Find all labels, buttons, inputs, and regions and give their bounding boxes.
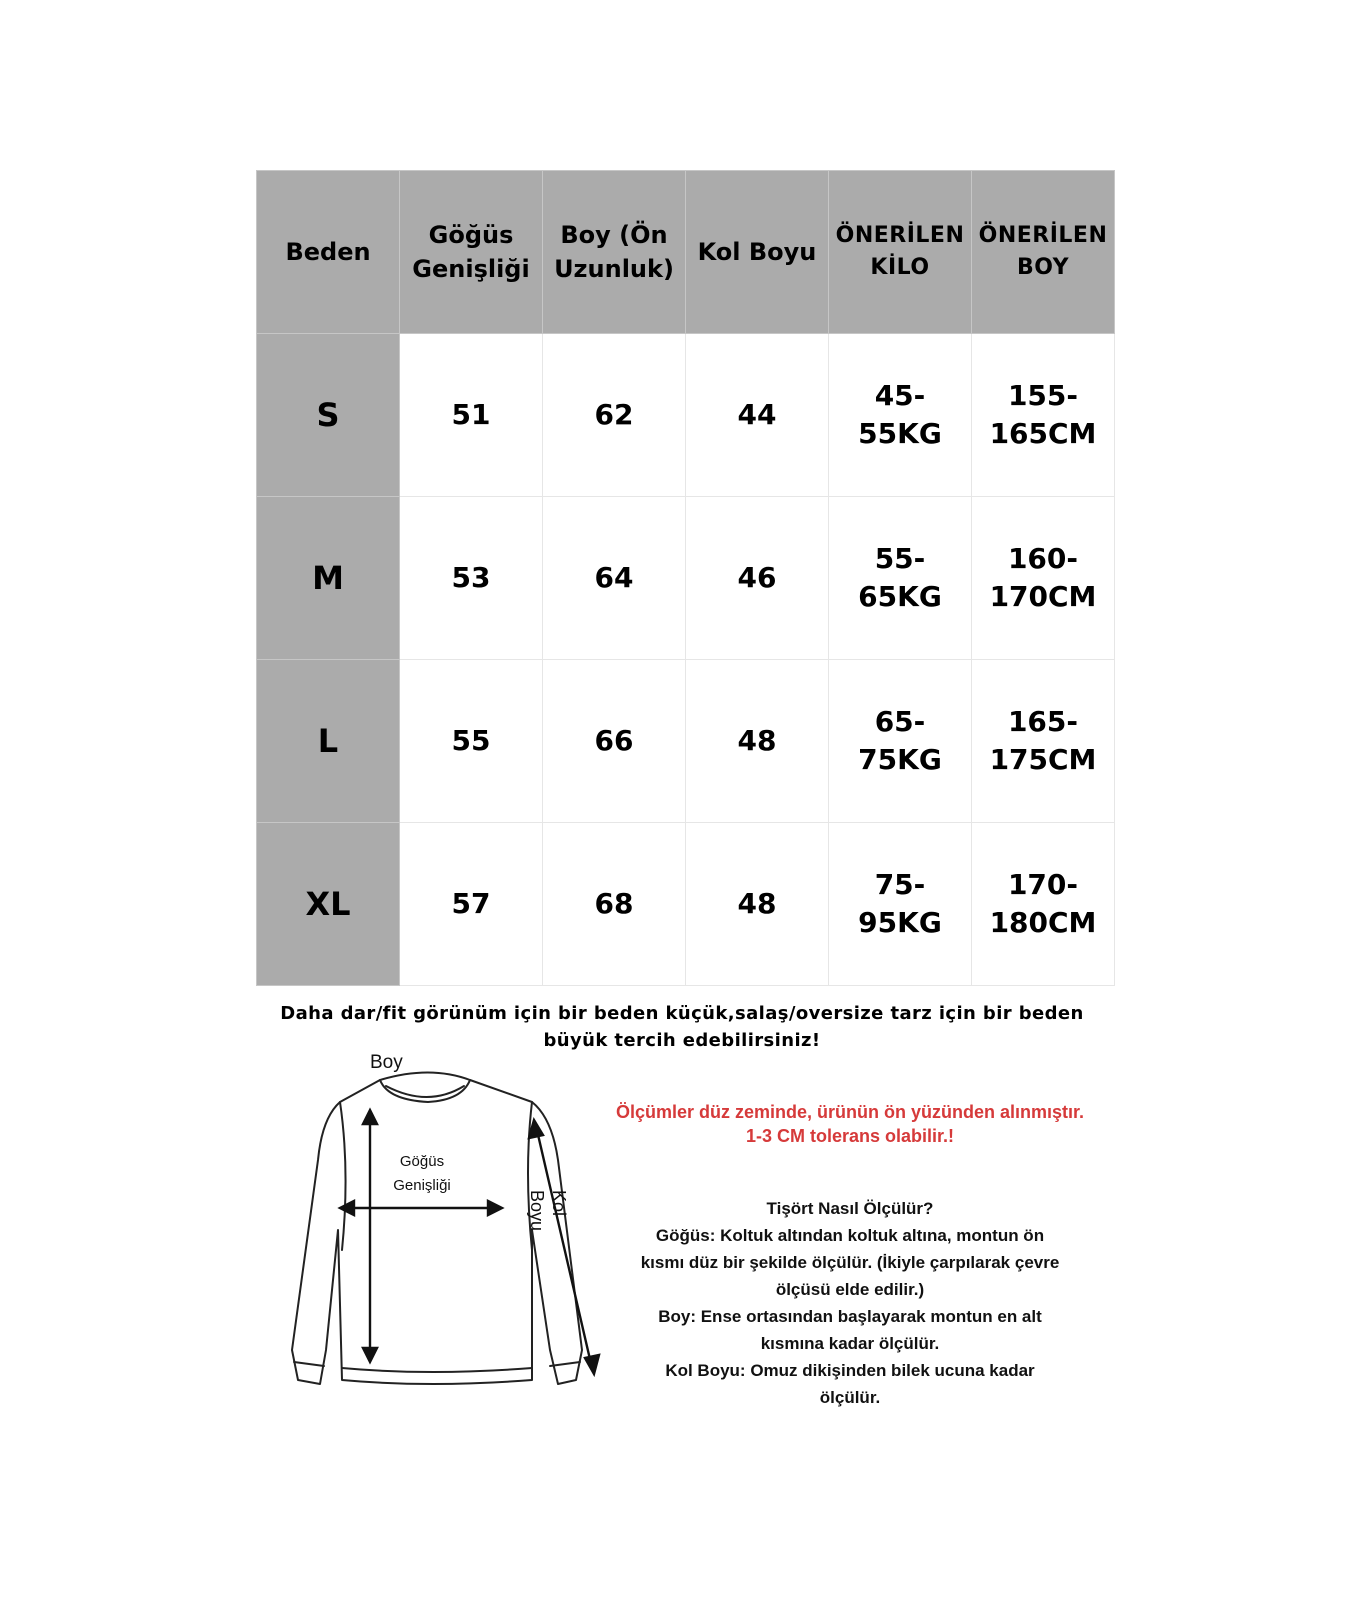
measurement-warning (590, 1100, 1110, 1148)
kol-label-line2: Boyu (527, 1190, 547, 1232)
size-cell: L (257, 660, 400, 823)
kol-label-line1: Kol (549, 1190, 569, 1217)
boy-cell: 66 (543, 660, 686, 823)
size-cell: S (257, 334, 400, 497)
onerilen-boy-cell: 160- 170CM (972, 497, 1115, 660)
gogus-cell: 55 (400, 660, 543, 823)
kol-cell: 46 (686, 497, 829, 660)
kol-cell: 48 (686, 823, 829, 986)
table-row (257, 823, 1115, 986)
table-row (257, 334, 1115, 497)
gogus-cell: 51 (400, 334, 543, 497)
boy-cell: 62 (543, 334, 686, 497)
kilo-cell: 65- 75KG (829, 660, 972, 823)
onerilen-boy-cell: 170- 180CM (972, 823, 1115, 986)
kol-cell: 44 (686, 334, 829, 497)
header-onerilen-kilo: ÖNERİLEN KİLO (829, 171, 972, 334)
gogus-cell: 57 (400, 823, 543, 986)
gogus-label: Göğüs Genişliği (393, 1153, 451, 1194)
size-advice-note: Daha dar/fit görünüm için bir beden küçük,salaş/oversize tarz için bir beden büyük tercih edebilirsiniz! (280, 1003, 1084, 1051)
table-header-row (257, 171, 1115, 334)
kilo-cell: 55- 65KG (829, 497, 972, 660)
onerilen-boy-cell: 165- 175CM (972, 660, 1115, 823)
size-cell: M (257, 497, 400, 660)
how-to-measure (640, 1195, 1060, 1411)
boy-cell: 64 (543, 497, 686, 660)
measurement-warning-line2: 1-3 CM tolerans olabilir.! (745, 1126, 955, 1146)
how-to-gogus: Göğüs: Koltuk altından koltuk altına, montun ön kısmı düz bir şekilde ölçülür. (İkiyle çarpılarak çevre ölçüsü elde edilir.) (640, 1226, 1060, 1299)
header-onerilen-boy: ÖNERİLEN BOY (972, 171, 1115, 334)
kilo-cell: 75- 95KG (829, 823, 972, 986)
size-cell: XL (257, 823, 400, 986)
header-beden: Beden (257, 171, 400, 334)
table-row (257, 660, 1115, 823)
size-chart-table (256, 170, 1115, 986)
how-to-title: Tişört Nasıl Ölçülür? (766, 1199, 934, 1218)
kol-label (526, 1190, 570, 1270)
how-to-boy: Boy: Ense ortasından başlayarak montun en alt kısmına kadar ölçülür. (658, 1307, 1042, 1353)
onerilen-boy-cell: 155- 165CM (972, 334, 1115, 497)
kol-cell: 48 (686, 660, 829, 823)
how-to-kol: Kol Boyu: Omuz dikişinden bilek ucuna kadar ölçülür. (665, 1361, 1035, 1407)
boy-label: Boy (370, 1052, 403, 1073)
gogus-cell: 53 (400, 497, 543, 660)
header-kol: Kol Boyu (686, 171, 829, 334)
table-row (257, 497, 1115, 660)
header-gogus: Göğüs Genişliği (400, 171, 543, 334)
header-boy: Boy (Ön Uzunluk) (543, 171, 686, 334)
kilo-cell: 45- 55KG (829, 334, 972, 497)
measurement-warning-line1: Ölçümler düz zeminde, ürünün ön yüzünden alınmıştır. (615, 1102, 1085, 1122)
boy-cell: 68 (543, 823, 686, 986)
